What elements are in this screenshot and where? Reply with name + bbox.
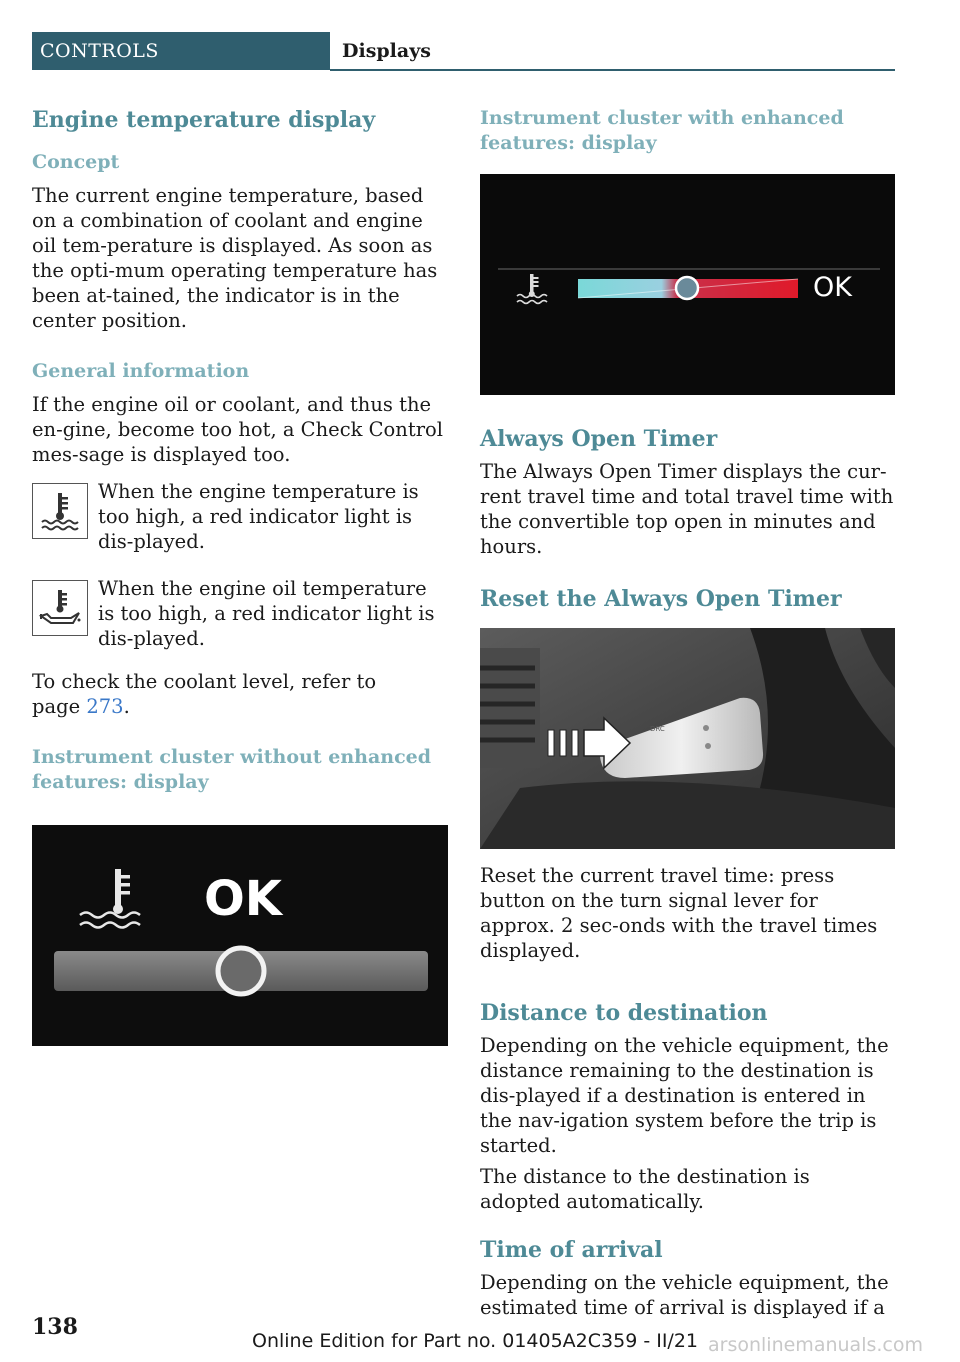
heading-engine-temperature: Engine temperature display bbox=[32, 107, 376, 133]
check-coolant-page-text: page bbox=[32, 695, 87, 718]
coolant-symbol-icon bbox=[80, 869, 140, 928]
heading-concept: Concept bbox=[32, 151, 120, 173]
ok-label-enhanced: OK bbox=[813, 272, 852, 303]
page-number: 138 bbox=[32, 1314, 78, 1340]
paragraph-distance-1: Depending on the vehicle equipment, the distance remaining to the destination is dis-played if a destination is entered in the nav-igation system before the trip is started. bbox=[480, 1034, 889, 1157]
image-reset-timer-lever bbox=[480, 628, 895, 849]
edition-note: Online Edition for Part no. 01405A2C359 - II/21 bbox=[252, 1330, 699, 1352]
chapter-title: Displays bbox=[342, 40, 431, 62]
heading-cluster-with-enhanced: Instrument cluster with enhanced features: display bbox=[480, 107, 844, 154]
header-rule bbox=[330, 69, 895, 71]
paragraph-concept: The current engine temperature, based on a combination of coolant and engine oil tem-perature is displayed. As soon as the opti-mum operating temperature has been at-tained, the indicator is in the center position. bbox=[32, 184, 438, 332]
coolant-temperature-icon bbox=[32, 483, 88, 539]
paragraph-arrival: Depending on the vehicle equipment, the estimated time of arrival is displayed if a bbox=[480, 1271, 889, 1319]
lever-label: DRC bbox=[650, 725, 665, 733]
left-column bbox=[32, 106, 448, 1046]
coolant-symbol-small-icon bbox=[517, 274, 547, 304]
heading-always-open-timer: Always Open Timer bbox=[480, 426, 718, 452]
coolant-warning-text: When the engine temperature is too high, a red indicator light is dis-played. bbox=[98, 480, 419, 553]
paragraph-check-coolant bbox=[32, 669, 448, 719]
image-cluster-with-enhanced bbox=[480, 174, 895, 395]
watermark: arsonlinemanuals.com bbox=[708, 1334, 923, 1356]
section-label: CONTROLS bbox=[32, 32, 330, 70]
check-coolant-end: . bbox=[123, 695, 130, 718]
heading-reset-timer: Reset the Always Open Timer bbox=[480, 586, 842, 612]
right-column bbox=[480, 106, 896, 1320]
paragraph-timer: The Always Open Timer displays the cur-rent travel time and total travel time with the convertible top open in minutes and hours. bbox=[480, 460, 894, 558]
heading-distance-to-destination: Distance to destination bbox=[480, 1000, 768, 1026]
oil-warning-text: When the engine oil temperature is too high, a red indicator light is dis-played. bbox=[98, 577, 435, 650]
heading-cluster-without-enhanced: Instrument cluster without enhanced features: display bbox=[32, 746, 432, 793]
coolant-warning-row bbox=[32, 479, 448, 554]
heading-general-information: General information bbox=[32, 360, 250, 382]
air-vent bbox=[480, 648, 540, 768]
page-header bbox=[32, 32, 895, 71]
ok-label: OK bbox=[204, 871, 282, 927]
oil-warning-row bbox=[32, 576, 448, 651]
heading-time-of-arrival: Time of arrival bbox=[480, 1237, 663, 1263]
image-cluster-without-enhanced bbox=[32, 825, 448, 1046]
paragraph-distance-2: The distance to the destination is adopted automatically. bbox=[480, 1165, 810, 1213]
check-coolant-text: To check the coolant level, refer to bbox=[32, 670, 377, 693]
page-link[interactable]: 273 bbox=[86, 695, 124, 718]
oil-temperature-icon bbox=[32, 580, 88, 636]
paragraph-reset: Reset the current travel time: press button on the turn signal lever for approx. 2 sec-onds with the travel times displayed. bbox=[480, 864, 878, 962]
paragraph-general: If the engine oil or coolant, and thus the en-gine, become too hot, a Check Control mes-sage is displayed too. bbox=[32, 393, 443, 466]
